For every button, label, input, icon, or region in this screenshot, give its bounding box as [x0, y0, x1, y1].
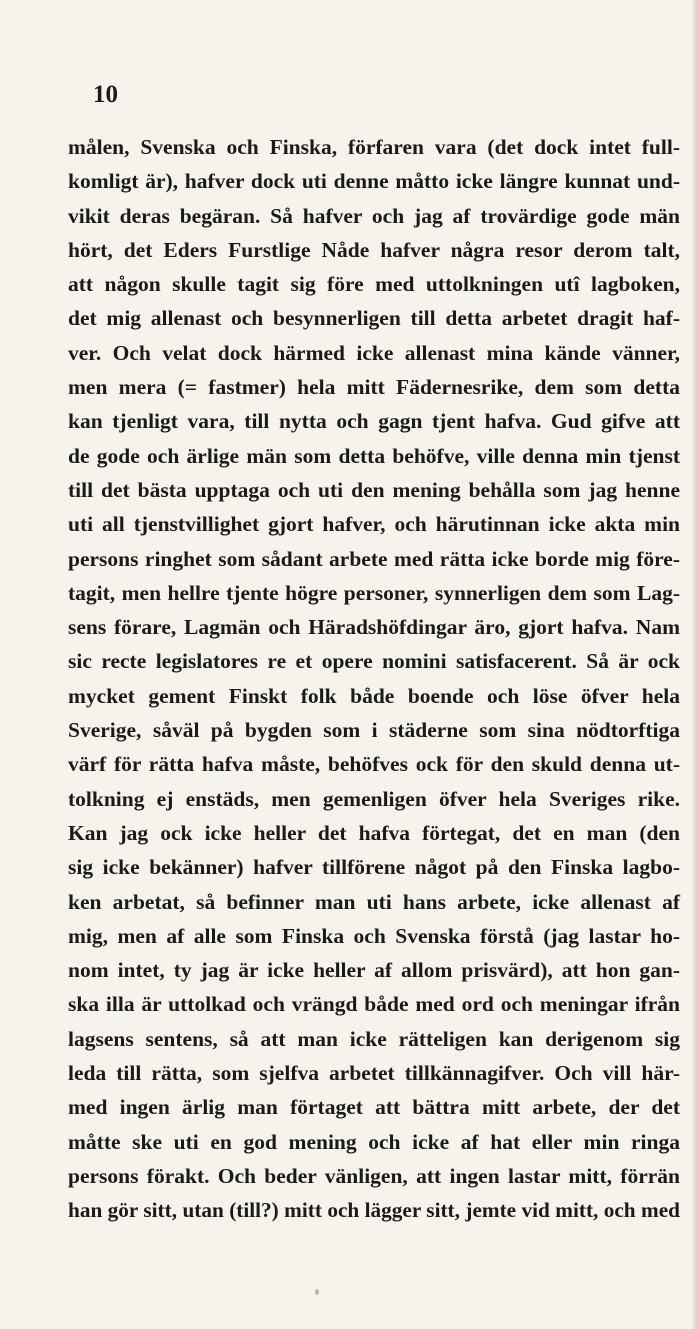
- text-line-14: tagit, men hellre tjente högre personer, synnerligen dem som Lag-: [68, 580, 680, 605]
- paper-speck: [315, 1289, 319, 1295]
- text-line-17: mycket gement Finskt folk både boende och löse öfver hela: [68, 683, 680, 708]
- text-line-16: sic recte legislatores re et opere nomini satisfacerent. Så är ock: [68, 649, 680, 674]
- text-line-23: ken arbetat, så befinner man uti hans arbete, icke allenast af: [68, 889, 680, 914]
- text-line-24: mig, men af alle som Finska och Svenska förstå (jag lastar ho-: [68, 923, 680, 948]
- text-line-22: sig icke bekänner) hafver tillförene något på den Finska lagbo-: [68, 855, 680, 880]
- text-line-30: måtte ske uti en god mening och icke af hat eller min ringa: [68, 1129, 680, 1154]
- text-line-4: hört, det Eders Furstlige Nåde hafver några resor derom talt,: [68, 237, 680, 262]
- text-line-7: ver. Och velat dock härmed icke allenast mina kände vänner,: [68, 340, 680, 365]
- page-number: 10: [93, 81, 118, 108]
- text-line-11: till det bästa upptaga och uti den mening behålla som jag henne: [68, 477, 680, 502]
- text-line-9: kan tjenligt vara, till nytta och gagn tjent hafva. Gud gifve att: [68, 409, 680, 434]
- text-line-5: att någon skulle tagit sig före med uttolkningen utî lagboken,: [68, 272, 680, 297]
- text-line-28: leda till rätta, som sjelfva arbetet tillkännagifver. Och vill här-: [68, 1061, 680, 1086]
- text-line-12: uti all tjenstvillighet gjort hafver, och härutinnan icke akta min: [68, 512, 680, 537]
- text-line-31: persons förakt. Och beder vänligen, att ingen lastar mitt, förrän: [68, 1163, 680, 1188]
- text-line-21: Kan jag ock icke heller det hafva förtegat, det en man (den: [68, 820, 680, 845]
- text-line-32: han gör sitt, utan (till?) mitt och lägger sitt, jemte vid mitt, och med: [68, 1198, 680, 1223]
- text-line-18: Sverige, såväl på bygden som i städerne som sina nödtorftiga: [68, 718, 680, 743]
- text-line-3: vikit deras begäran. Så hafver och jag af trovärdige gode män: [68, 203, 680, 228]
- text-line-26: ska illa är uttolkad och vrängd både med ord och meningar ifrån: [68, 992, 680, 1017]
- text-line-25: nom intet, ty jag är icke heller af allom prisvärd), att hon gan-: [68, 958, 680, 983]
- text-line-1: målen, Svenska och Finska, förfaren vara (det dock intet full-: [68, 135, 680, 159]
- text-line-2: komligt är), hafver dock uti denne måtto icke längre kunnat und-: [68, 169, 680, 194]
- text-line-8: men mera (= fastmer) hela mitt Fädernesrike, dem som detta: [68, 375, 680, 400]
- text-line-29: med ingen ärlig man förtaget att bättra mitt arbete, der det: [68, 1095, 680, 1120]
- body-text: [68, 130, 680, 1228]
- text-line-6: det mig allenast och besynnerligen till detta arbetet dragit haf-: [68, 306, 680, 331]
- text-line-10: de gode och ärlige män som detta behöfve, ville denna min tjenst: [68, 443, 680, 468]
- text-line-19: värf för rätta hafva måste, behöfves ock för den skuld denna ut-: [68, 752, 680, 777]
- page-edge-shadow: [691, 0, 697, 1329]
- text-line-27: lagsens sentens, så att man icke rätteligen kan derigenom sig: [68, 1026, 680, 1051]
- text-line-20: tolkning ej enstäds, men gemenligen öfver hela Sveriges rike.: [68, 786, 680, 811]
- text-line-15: sens förare, Lagmän och Häradshöfdingar äro, gjort hafva. Nam: [68, 615, 680, 640]
- text-line-13: persons ringhet som sådant arbete med rätta icke borde mig före-: [68, 546, 680, 571]
